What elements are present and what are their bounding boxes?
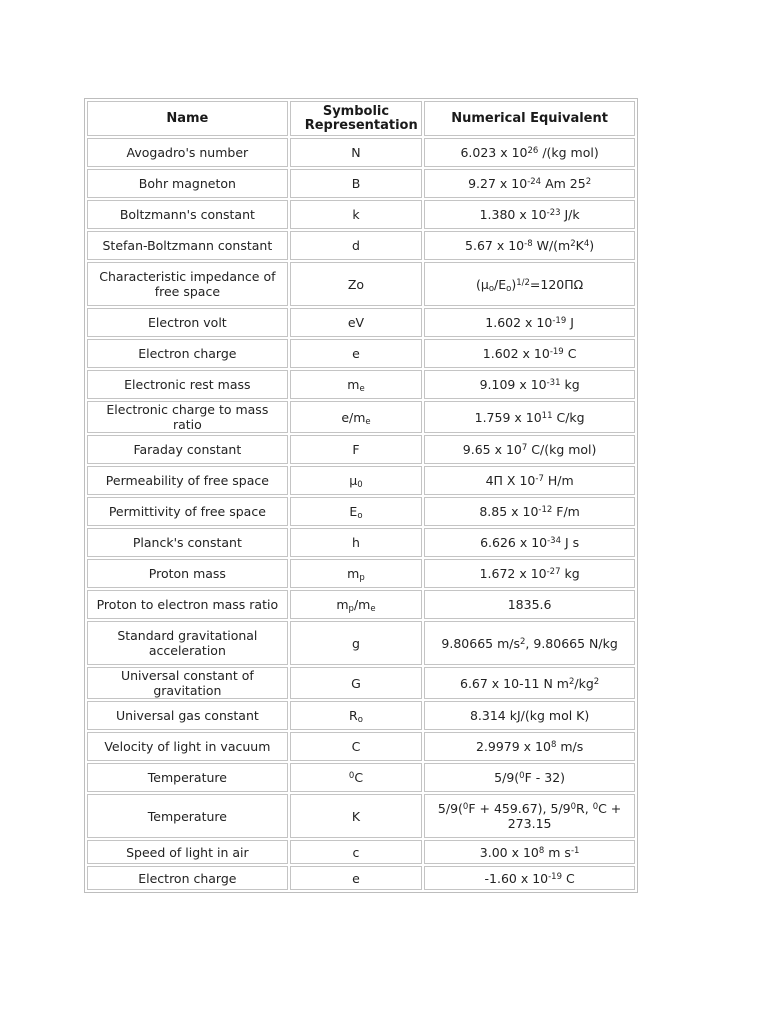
superscript: -19 [548,871,562,882]
physical-constants-table [84,98,638,893]
superscript: 2 [570,239,576,249]
constant-symbol-cell: $\mu_0$ [290,466,422,495]
superscript: 7 [521,443,528,453]
constant-symbol-cell: k [290,200,422,229]
superscript: -19 [552,316,567,326]
table-row [87,667,635,699]
constant-symbol-cell: c [290,840,422,864]
constant-symbol-cell: B [290,169,422,198]
constant-value-cell: $(\mu_o/E_o)^{1/2}=120\Pi\Omega$ [424,262,635,306]
constant-value-cell: 2.9979 x $10^8$ m/s [424,732,635,761]
constant-value-cell: 4Π X $10^{-7}$ H/m [424,466,635,495]
constant-symbol-cell: F [290,435,422,464]
constant-symbol-cell: $e/m_e$ [290,401,422,433]
table-row [87,200,635,229]
constant-name-cell: Permeability of free space [87,466,288,495]
constant-value-cell: 9.65 x $10^7$ C/(kg mol) [424,435,635,464]
constant-value-cell: 3.00 x $10^8$ m $s^{-1}$ [424,840,635,864]
subscript: o [357,715,363,725]
table-row [87,138,635,167]
table-row [87,262,635,306]
constant-name-cell: Universal gas constant [87,701,288,730]
constant-symbol-cell: e [290,866,422,890]
constant-value-cell: 9.80665 $m/s^2$, 9.80665 N/kg [424,621,635,665]
constant-symbol-cell: e [290,339,422,368]
column-header-name: Name [87,101,288,136]
constant-name-cell: Avogadro's number [87,138,288,167]
constant-value-cell: 6.023 x $10^{26}$ /(kg mol) [424,138,635,167]
constant-name-cell: Electron volt [87,308,288,337]
constant-value-cell: -1.60 x $10^{-19}$ C [424,866,635,890]
superscript: 0 [570,802,577,812]
table-row [87,794,635,838]
constant-name-cell: Permittivity of free space [87,497,288,526]
subscript: 0 [357,480,363,490]
superscript: -34 [547,536,561,546]
superscript: -1 [570,845,580,856]
constant-value-cell: 8.314 kJ/(kg mol K) [424,701,635,730]
constant-name-cell: Velocity of light in vacuum [87,732,288,761]
constant-symbol-cell: g [290,621,422,665]
constant-symbol-cell: $R_o$ [290,701,422,730]
table-row [87,840,635,864]
constant-name-cell: Stefan-Boltzmann constant [87,231,288,260]
constant-value-cell: 6.67 x 10-11 N $m^2/kg^2$ [424,667,635,699]
constant-name-cell: Electron charge [87,339,288,368]
constant-name-cell: Temperature [87,763,288,792]
subscript: p [359,573,365,583]
constant-value-cell: 8.85 x $10^{-12}$ F/m [424,497,635,526]
constant-symbol-cell: d [290,231,422,260]
superscript: 1/2 [516,277,530,288]
constant-name-cell: Bohr magneton [87,169,288,198]
constant-symbol-cell: Zo [290,262,422,306]
constant-value-cell: 6.626 x $10^{-34}$ J s [424,528,635,557]
superscript: 4 [583,239,590,249]
constant-name-cell: Temperature [87,794,288,838]
constant-value-cell: 5.67 x $10^{-8}$ $W/(m^2K^4)$ [424,231,635,260]
constant-value-cell: 1.672 x $10^{-27}$ kg [424,559,635,588]
constant-value-cell: 9.27 x $10^{-24}$ Am $25^2$ [424,169,635,198]
constant-name-cell: Planck's constant [87,528,288,557]
subscript: p [348,604,354,614]
subscript: o [488,283,495,294]
superscript: 11 [541,410,553,421]
constant-symbol-cell: $E_o$ [290,497,422,526]
table-row [87,435,635,464]
table-body [87,138,635,890]
constant-symbol-cell: G [290,667,422,699]
superscript: -31 [546,378,561,388]
constant-value-cell: 1835.6 [424,590,635,619]
table-row [87,590,635,619]
superscript: 8 [550,740,557,750]
constant-symbol-cell: $m_p$ [290,559,422,588]
constant-symbol-cell: K [290,794,422,838]
table-row [87,701,635,730]
table-row [87,339,635,368]
constant-name-cell: Proton mass [87,559,288,588]
table-row [87,401,635,433]
constant-value-cell: 1.602 x $10^{-19}$ J [424,308,635,337]
constant-name-cell: Electronic rest mass [87,370,288,399]
constant-value-cell: 5/9($^0$F - 32) [424,763,635,792]
superscript: -27 [546,567,561,577]
constant-symbol-cell: N [290,138,422,167]
table-row [87,370,635,399]
constant-value-cell: 1.602 x $10^{-19}$ C [424,339,635,368]
constant-symbol-cell: $m_p/m_e$ [290,590,422,619]
superscript: -19 [549,347,564,357]
column-header-symbol: Symbolic Representation [290,101,422,136]
subscript: e [359,384,365,394]
constants-table-container [84,98,638,893]
table-row [87,528,635,557]
constant-symbol-cell: C [290,732,422,761]
table-row [87,497,635,526]
table-row [87,308,635,337]
constant-name-cell: Speed of light in air [87,840,288,864]
constant-symbol-cell: h [290,528,422,557]
table-header-row [87,101,635,136]
column-header-value: Numerical Equivalent [424,101,635,136]
superscript: -7 [535,474,544,484]
subscript: o [357,511,363,521]
table-row [87,621,635,665]
superscript: -12 [538,505,553,515]
superscript: 26 [527,146,539,156]
superscript: 8 [538,845,545,856]
superscript: 2 [568,676,575,687]
subscript: e [365,416,371,427]
superscript: 2 [520,636,526,647]
table-row [87,866,635,890]
constant-symbol-cell: $m_e$ [290,370,422,399]
constant-name-cell: Boltzmann's constant [87,200,288,229]
constant-name-cell: Faraday constant [87,435,288,464]
constant-symbol-cell: $^0$C [290,763,422,792]
superscript: 0 [462,802,469,812]
superscript: 0 [348,771,355,781]
constant-name-cell: Electronic charge to mass ratio [87,401,288,433]
superscript: 2 [585,177,592,187]
table-row [87,559,635,588]
constant-value-cell: 9.109 x $10^{-31}$ kg [424,370,635,399]
constant-symbol-cell: eV [290,308,422,337]
superscript: 2 [593,676,600,687]
subscript: o [506,283,512,294]
constant-value-cell: 1.380 x $10^{-23}$ J/k [424,200,635,229]
table-row [87,763,635,792]
table-row [87,732,635,761]
table-row [87,169,635,198]
constant-name-cell: Characteristic impedance of free space [87,262,288,306]
superscript: 0 [519,771,525,781]
superscript: -8 [524,239,533,249]
superscript: -23 [546,208,561,218]
subscript: e [370,604,376,614]
constant-name-cell: Standard gravitational acceleration [87,621,288,665]
table-row [87,231,635,260]
table-row [87,466,635,495]
constant-name-cell: Proton to electron mass ratio [87,590,288,619]
constant-value-cell: 5/9($^0$F + 459.67), $5/9^0R$, $^0$C + 273.15 [424,794,635,838]
constant-name-cell: Electron charge [87,866,288,890]
constant-value-cell: 1.759 x $10^{11}$ C/kg [424,401,635,433]
constant-name-cell: Universal constant of gravitation [87,667,288,699]
superscript: 0 [592,802,599,812]
superscript: -24 [527,177,542,187]
